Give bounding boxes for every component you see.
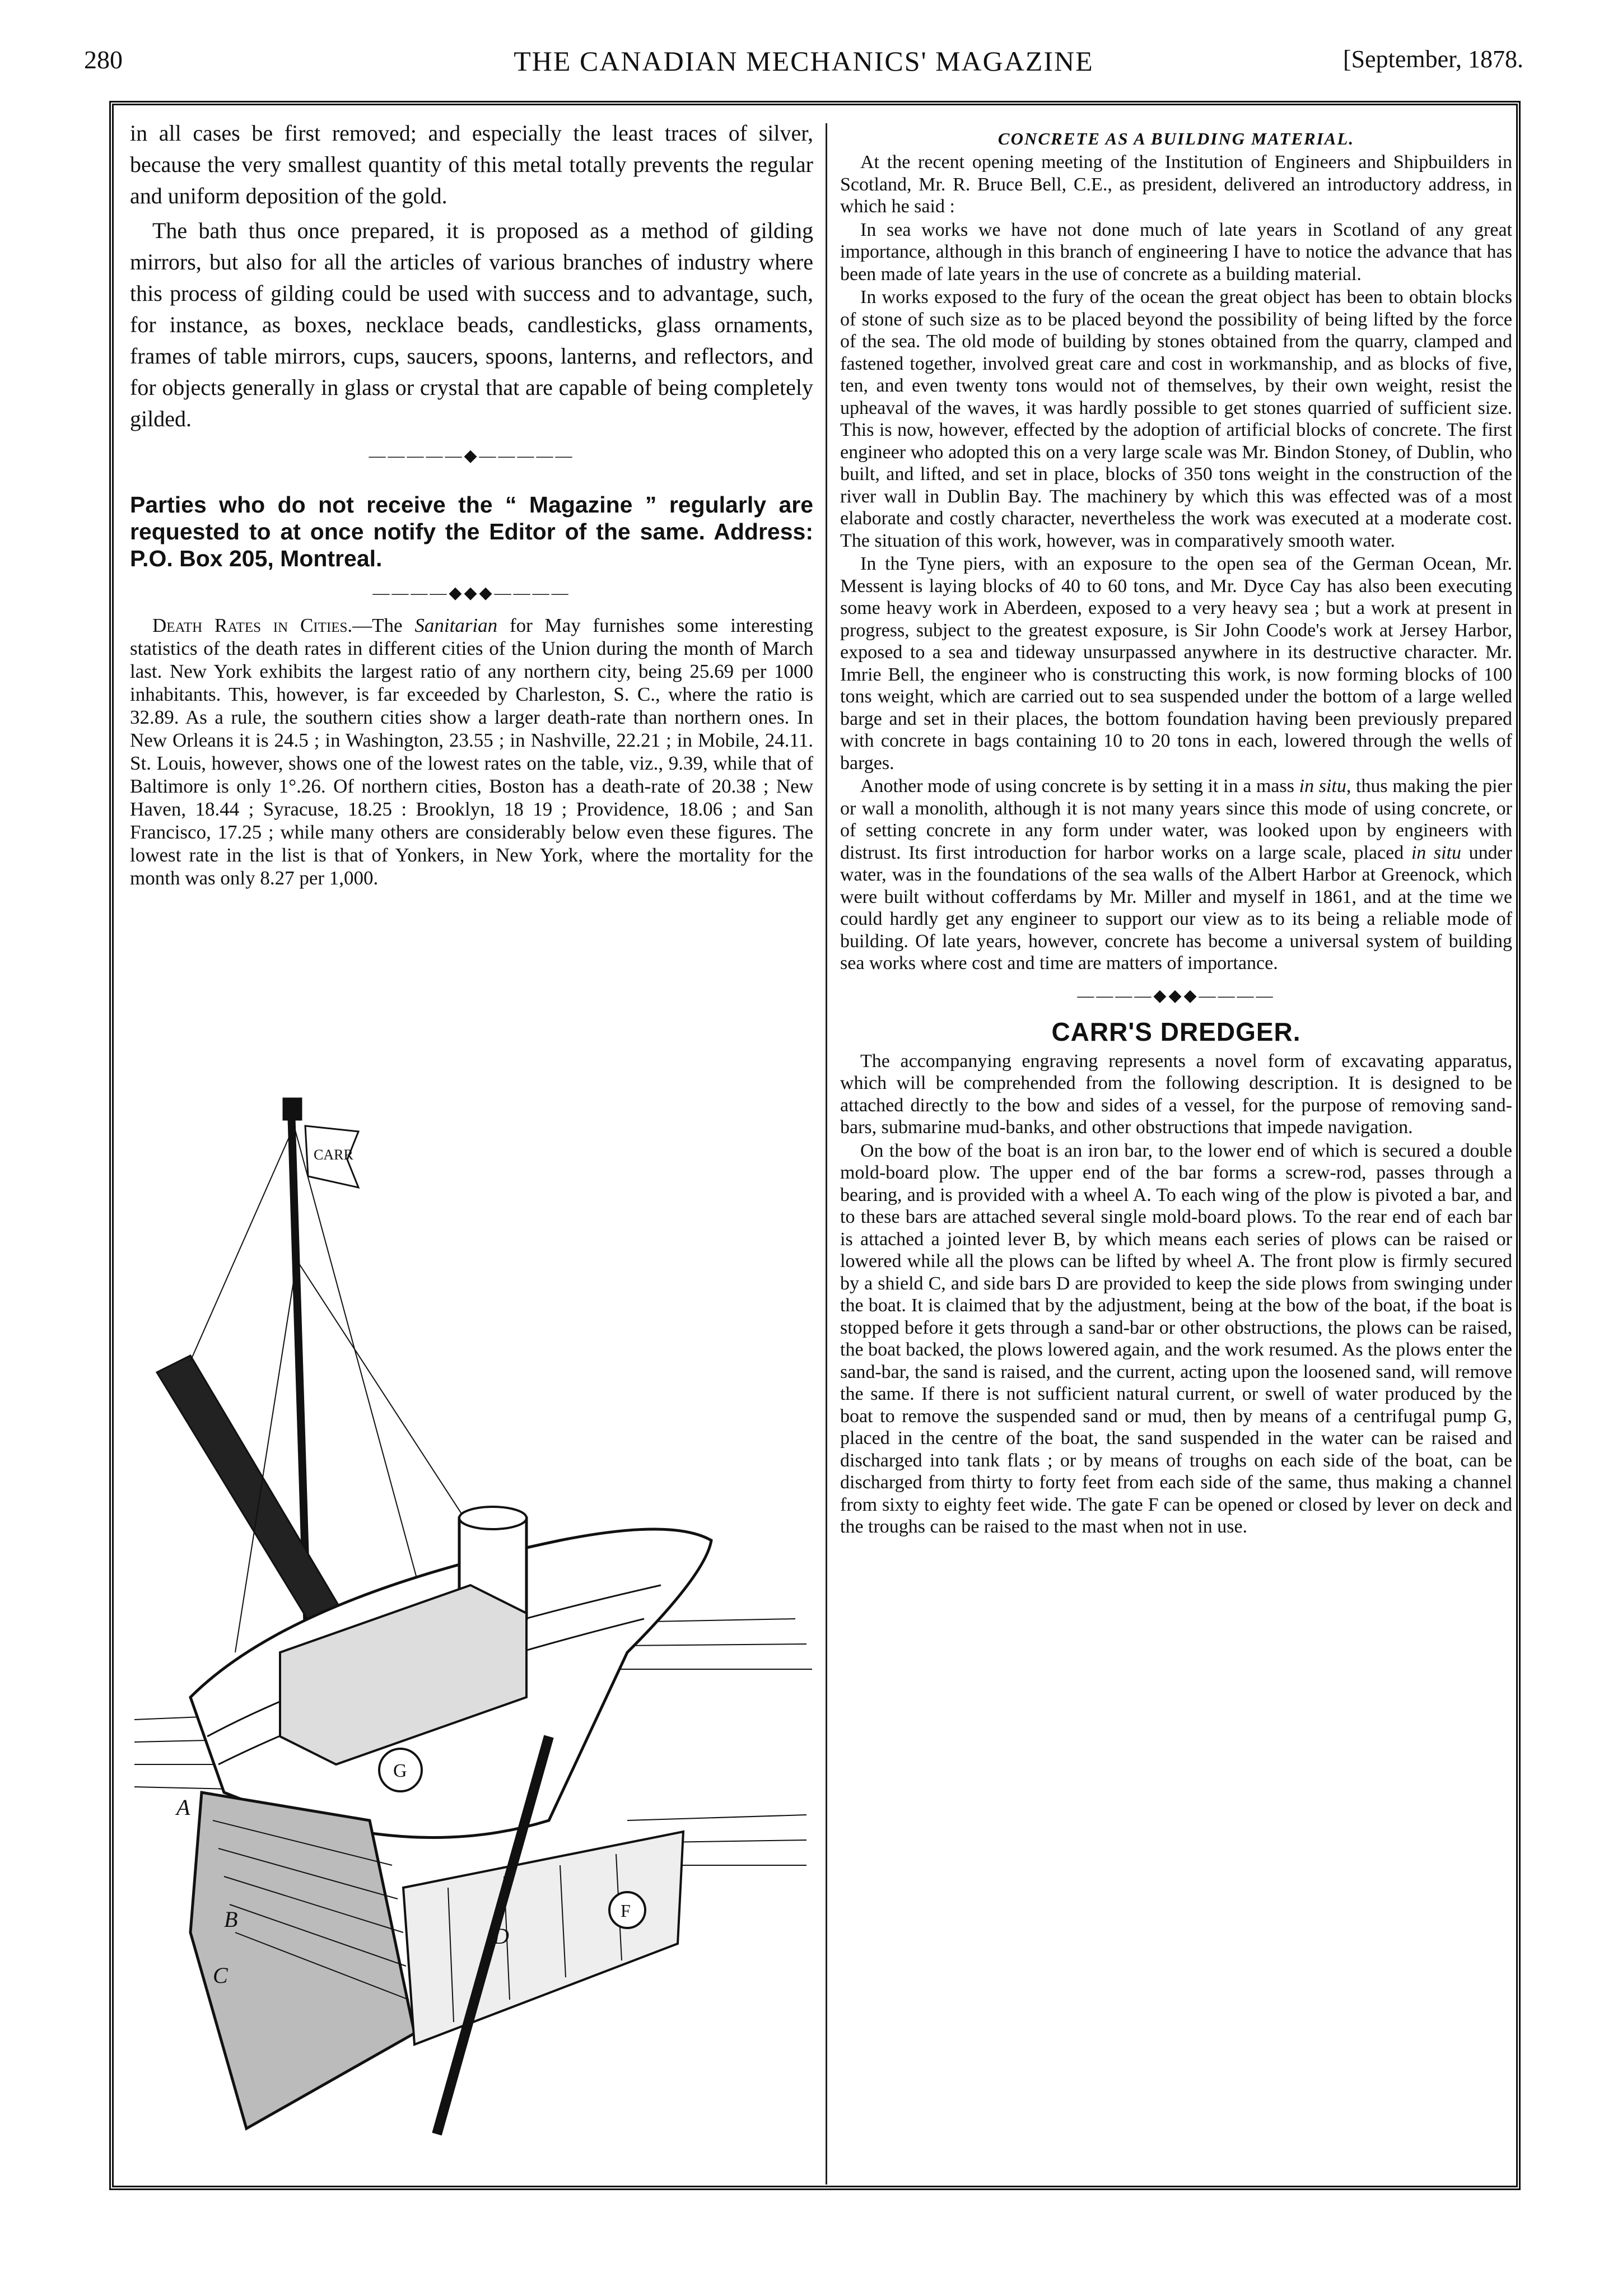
right-column bbox=[840, 129, 1512, 1539]
carr-paragraph: The accompanying engraving represents a novel form of excavating apparatus, which will be comprehended from the following description. It is designed to be attached directly to the bow and sides of a vessel, for the purpose of removing sand-bars, submarine mud-banks, and other obstructions that impede navigation. bbox=[840, 1050, 1512, 1138]
gilding-article bbox=[130, 118, 813, 435]
page-header bbox=[84, 45, 1523, 90]
label-d: D bbox=[493, 1924, 509, 1949]
side-plows bbox=[403, 1832, 683, 2044]
page-number: 280 bbox=[84, 45, 123, 74]
ornament-divider: ————◆◆◆———— bbox=[1077, 986, 1275, 1005]
flag-text: CARR bbox=[314, 1147, 353, 1163]
concrete-paragraph: In works exposed to the fury of the ocean the great object has been to obtain blocks of stone of such size as to be placed beyond the possibility of being lifted by the force of the sea. The old mode of building by stones obtained from the quarry, clamped and fastened together, involved great care and cost in workmanship, and as blocks of five, ten, and even twenty tons would not of themselves, by their own weight, resist the upheaval of the waves, it was hardly possible to get stones quarried of sufficient size. This is now, however, effected by the adoption of artificial blocks of concrete. The first engineer who adopted this on a very large scale was Mr. Bindon Stoney, of Dublin, who built, and lifted, and set in place, blocks of 350 tons weight in the construction of the river wall in Dublin Bay. The machinery by which this was effected was of a most elaborate and costly character, nevertheless the work was executed at a moderate cost. The situation of this work, however, was in comparatively smooth water. bbox=[840, 287, 1512, 551]
magazine-title: THE CANADIAN MECHANICS' MAGAZINE bbox=[514, 45, 1094, 77]
label-f: F bbox=[621, 1901, 631, 1921]
death-rates-paragraph bbox=[130, 614, 813, 889]
concrete-article bbox=[840, 151, 1512, 975]
carr-dredger-title: CARR'S DREDGER. bbox=[1051, 1017, 1301, 1046]
concrete-text: under water, was in the foundations of the sea walls of the Albert Harbor at Greenock, which were built without cofferdams by Mr. Miller and myself in 1861, and at the time we could hardly get any engineer to support our view as to its being a reliable mode of building. Of late years, however, concrete has become a universal system of building sea works where cost and time are matters of importance. bbox=[840, 842, 1512, 974]
dredger-engraving bbox=[123, 1092, 818, 2157]
concrete-heading: CONCRETE AS A BUILDING MATERIAL. bbox=[997, 129, 1355, 148]
carr-paragraph: On the bow of the boat is an iron bar, to the lower end of which is secured a double mold-board plow. The upper end of the bar forms a screw-rod, passes through a bearing, and is provided with a wheel A. To each wing of the plow is pivoted a bar, and to these bars are attached several single mold-board plows. To the rear end of each bar is attached a jointed lever B, by which means each series of plows can be raised or lowered while all the plows can be lifted by wheel A. The front plow is firmly secured by a shield C, and side bars D are provided to keep the side plows from swinging under the boat. It is claimed that by the adjustment, being at the bow of the boat, if the boat is stopped before it gets through a sand-bar or other obstructions, the plows can be raised, the boat backed, the plows lowered again, and the work resumed. As the plows enter the sand-bar, the sand is raised, and the current, acting upon the loosened sand, will remove the same. If there is not sufficient natural current, or swell of water produced by the boat to remove the suspended sand or mud, then by means of a centrifugal pump G, placed in the centre of the boat, the sand suspended in the water can be raised and discharged into tank flats ; or by means of troughs on each side of the boat, can be discharged from thirty to forty feet from each side of the same, thus making a channel from sixty to eighty feet wide. The gate F can be opened or closed by lever on deck and the troughs can be raised to the mast when not in use. bbox=[840, 1140, 1512, 1537]
issue-date: [September, 1878. bbox=[1342, 45, 1523, 73]
label-c: C bbox=[213, 1963, 228, 1988]
death-rates-text: —The bbox=[352, 614, 415, 636]
source-title: Sanitarian bbox=[414, 614, 498, 636]
gilding-paragraph: in all cases be first removed; and especially the least traces of silver, because the very smallest quantity of this metal totally prevents the regular and uniform deposition of the gold. bbox=[130, 120, 813, 208]
subscription-notice: Parties who do not receive the “ Magazine ” regularly are requested to at once notify the Editor of the same. Address: P.O. Box 205, Montreal. bbox=[130, 492, 813, 571]
label-a: A bbox=[176, 1795, 190, 1820]
concrete-paragraph bbox=[840, 775, 1512, 975]
concrete-paragraph: At the recent opening meeting of the Institution of Engineers and Shipbuilders in Scotland, Mr. R. Bruce Bell, C.E., as president, delivered an introductory address, in which he said : bbox=[840, 152, 1512, 217]
concrete-text: Another mode of using concrete is by setting it in a mass bbox=[860, 776, 1299, 797]
ornament-divider: —————◆————— bbox=[369, 446, 575, 465]
latin-phrase: in situ bbox=[1411, 842, 1461, 863]
label-b: B bbox=[224, 1907, 238, 1932]
death-rates-heading: Death Rates in Cities. bbox=[152, 614, 353, 636]
concrete-text: , thus making the pier or wall a monolith, although it is not many years since this mode of using concrete, or of setting concrete in any form under water, was looked upon by engineers with distrust. Its first introduction for harbor works on a large scale, placed bbox=[840, 776, 1512, 863]
ornament-divider: ————◆◆◆———— bbox=[372, 584, 571, 602]
latin-phrase: in situ bbox=[1299, 776, 1346, 797]
gilding-paragraph: The bath thus once prepared, it is proposed as a method of gilding mirrors, but also for all the articles of various branches of industry where this process of gilding could be used with success and to advantage, such, for instance, as boxes, necklace beads, candlesticks, glass ornaments, frames of table mirrors, cups, saucers, spoons, lanterns, and reflectors, and for objects generally in glass or crystal that are capable of being completely gilded. bbox=[130, 218, 813, 431]
carr-dredger-article bbox=[840, 1050, 1512, 1538]
death-rates-text: for May furnishes some interesting statistics of the death rates in different cities of the Union during the month of March last. New York exhibits the largest ratio of any northern city, being 25.69 per 1000 inhabitants. This, however, is far exceeded by Charleston, S. C., where the ratio is 32.89. As a rule, the southern cities show a larger death-rate than northern ones. In New Orleans it is 24.5 ; in Washington, 23.55 ; in Nashville, 22.21 ; in Mobile, 24.11. St. Louis, however, shows one of the lowest rates on the table, viz., 9.39, while that of Baltimore is only 1°.26. Of northern cities, Boston has a death-rate of 20.38 ; New Haven, 18.44 ; Syracuse, 18.25 : Brooklyn, 18 19 ; Providence, 18.06 ; and San Francisco, 17.25 ; while many others are considerably below even these figures. The lowest rate in the list is that of Yonkers, in New York, where the mortality for the month was only 8.27 per 1,000. bbox=[130, 614, 813, 889]
masthead bbox=[283, 1098, 302, 1120]
death-rates-article bbox=[130, 614, 813, 889]
left-column bbox=[130, 118, 813, 893]
column-divider bbox=[826, 123, 827, 2185]
label-g: G bbox=[393, 1761, 407, 1781]
concrete-paragraph: In sea works we have not done much of late years in Scotland of any great importance, although in this branch of engineering I have to notice the advance that has been made of late years in the use of concrete as a building material. bbox=[840, 219, 1512, 285]
concrete-paragraph: In the Tyne piers, with an exposure to the open sea of the German Ocean, Mr. Messent is laying blocks of 40 to 60 tons, and Mr. Dyce Cay has also been executing some heavy work in Aberdeen, exposed to a very heavy sea ; but a work at present in progress, subject to the greatest exposure, is Sir John Coode's work at Jersey Harbor, exposed to a sea and tideway unsurpassed anywhere in its destructive character. Mr. Imrie Bell, the engineer who is constructing this work, is now forming blocks of 100 tons weight, which are carried out to sea suspended under the bottom of a large welled barge and set in their places, the bottom foundation having been previously prepared with concrete in bags containing 10 to 20 tons in each, lowered through the wells of barges. bbox=[840, 553, 1512, 774]
